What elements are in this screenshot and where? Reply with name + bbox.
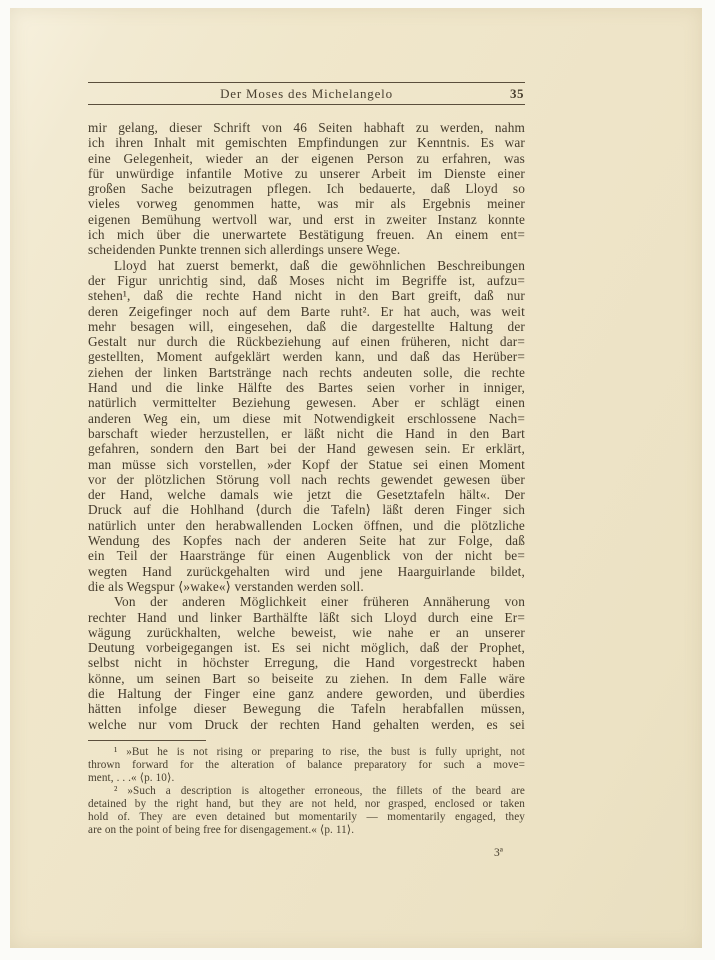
paragraph <box>88 258 525 595</box>
text-line: wägung zurückhalten, welche beweist, wie nahe er an unserer <box>88 624 525 640</box>
text-line: ich mich über die unerwartete Bestätigung freuen. An einem ent= <box>88 227 525 243</box>
text-line: ziehen der linken Bartstränge nach rechts andeuten solle, die rechte <box>88 364 525 380</box>
text-line: scheidenden Punkte trennen sich allerdings unsere Wege. <box>88 242 401 258</box>
footnote <box>88 785 525 837</box>
footnote-line: ² »Such a description is altogether erroneous, the fillets of the beard are <box>114 785 525 798</box>
footnote-line: thrown forward for the alteration of balance preparatory for such a move= <box>88 758 525 771</box>
page-content <box>88 82 525 859</box>
paragraph <box>88 594 525 732</box>
text-line: deren Zeigefinger noch auf dem Barte ruht². Er hat auch, was weit <box>88 303 525 319</box>
text-line: natürlich unter den herabwallenden Locken öffnen, und die plötzliche <box>88 517 525 533</box>
text-line: gefahren, sondern den Bart bei der Hand gewesen sein. Er erklärt, <box>88 441 525 457</box>
text-line: Lloyd hat zuerst bemerkt, daß die gewöhnlichen Beschreibungen <box>114 257 525 273</box>
running-head-title: Der Moses des Michelangelo <box>220 86 393 101</box>
text-line: für unwürdige infantile Motive zu unserer Arbeit im Dienste einer <box>88 165 525 181</box>
footnote-line: hold of. They are even detained but momentarily — momentarily engaged, they <box>88 811 525 824</box>
text-line: selbst nicht in höchster Erregung, die Hand vorgestreckt haben <box>88 655 525 671</box>
text-line: vieles vorweg genommen hatte, was mir als Ergebnis meiner <box>88 196 525 212</box>
footnote-line: are on the point of being free for disengagement.« ⟨p. 11⟩. <box>88 824 355 837</box>
text-line: mir gelang, dieser Schrift von 46 Seiten habhaft zu werden, nahm <box>88 120 525 135</box>
signature-mark: 3ª <box>494 847 503 859</box>
text-line: der Figur unrichtig sind, daß Moses nicht im Begriffe ist, aufzu= <box>88 272 525 288</box>
text-line: Hand und die linke Hälfte des Bartes seien vorher in inniger, <box>88 380 525 396</box>
text-line: rechter Hand und linker Barthälfte läßt sich Lloyd durch eine Er= <box>88 609 525 625</box>
text-line: ein Teil der Haarstränge für einen Augenblick von der nicht be= <box>88 548 525 564</box>
text-line: man müsse sich vorstellen, »der Kopf der Statue sei einen Moment <box>88 456 525 472</box>
paragraph <box>88 120 525 258</box>
text-line: Druck auf die Hohlhand ⟨durch die Tafeln⟩ läßt deren Finger sich <box>88 502 525 518</box>
text-line: natürlich vermittelter Beziehung gewesen. Aber er schlägt einen <box>88 395 525 411</box>
text-line: Deutung vorbeigegangen ist. Es sei nicht möglich, daß der Prophet, <box>88 640 525 656</box>
body-text <box>88 120 525 732</box>
text-line: vor der plötzlichen Störung voll nach rechts gewendet gewesen über <box>88 471 525 487</box>
footnote <box>88 746 525 785</box>
text-line: eigenen Bemühung wertvoll war, und erst in zweiter Instanz konnte <box>88 211 525 227</box>
text-line: der Hand, welche damals wie jetzt die Gesetztafeln hält«. Der <box>88 487 525 503</box>
text-line: Von der anderen Möglichkeit einer früheren Annäherung von <box>114 594 525 610</box>
text-line: mehr besagen will, eingesehen, daß die dargestellte Haltung der <box>88 318 525 334</box>
text-line: großen Sache beizutragen pflegen. Ich bedauerte, daß Lloyd so <box>88 181 525 197</box>
text-line: eine Gelegenheit, wieder an der eigenen Person zu erfahren, was <box>88 150 525 166</box>
footnote-line: ¹ »But he is not rising or preparing to rise, the bust is fully upright, not <box>114 745 525 758</box>
text-line: stehen¹, daß die rechte Hand nicht in den Bart greift, daß nur <box>88 288 525 304</box>
text-line: die Haltung der Finger eine ganz andere geworden, und überdies <box>88 685 525 701</box>
text-line: hätten infolge dieser Bewegung die Tafeln herabfallen müssen, <box>88 701 525 717</box>
footnote-line: detained by the right hand, but they are not held, nor grasped, enclosed or taken <box>88 798 525 811</box>
text-line: gestellten, Moment aufgeklärt werden kann, und daß das Herüber= <box>88 349 525 365</box>
text-line: Wendung des Kopfes nach der anderen Seite hat zur Folge, daß <box>88 533 525 549</box>
text-line: welche nur vom Druck der rechten Hand gehalten werden, es sei <box>88 716 525 732</box>
page-number: 35 <box>510 86 524 101</box>
text-line: ich ihren Inhalt mit gemischten Empfindungen zur Kenntnis. Es war <box>88 135 525 151</box>
text-line: barschaft wieder herzustellen, er läßt nicht die Hand in den Bart <box>88 425 525 441</box>
footnotes <box>88 746 525 838</box>
text-line: anderen Weg ein, um diese mit Notwendigkeit erschlossene Nach= <box>88 410 525 426</box>
text-line: die als Wegspur ⟨»wake«⟩ verstanden werden soll. <box>88 578 364 594</box>
running-head <box>88 82 525 105</box>
text-line: Gestalt nur durch die Rückbeziehung auf einen früheren, nicht dar= <box>88 334 525 350</box>
text-line: wegten Hand zurückgehalten wird und jene Haarguirlande bildet, <box>88 563 525 579</box>
footnote-separator <box>88 740 206 741</box>
text-line: könne, um seinen Bart so beiseite zu ziehen. In dem Falle wäre <box>88 670 525 686</box>
footnote-line: ment, . . .« ⟨p. 10⟩. <box>88 772 175 785</box>
book-page <box>10 8 702 948</box>
